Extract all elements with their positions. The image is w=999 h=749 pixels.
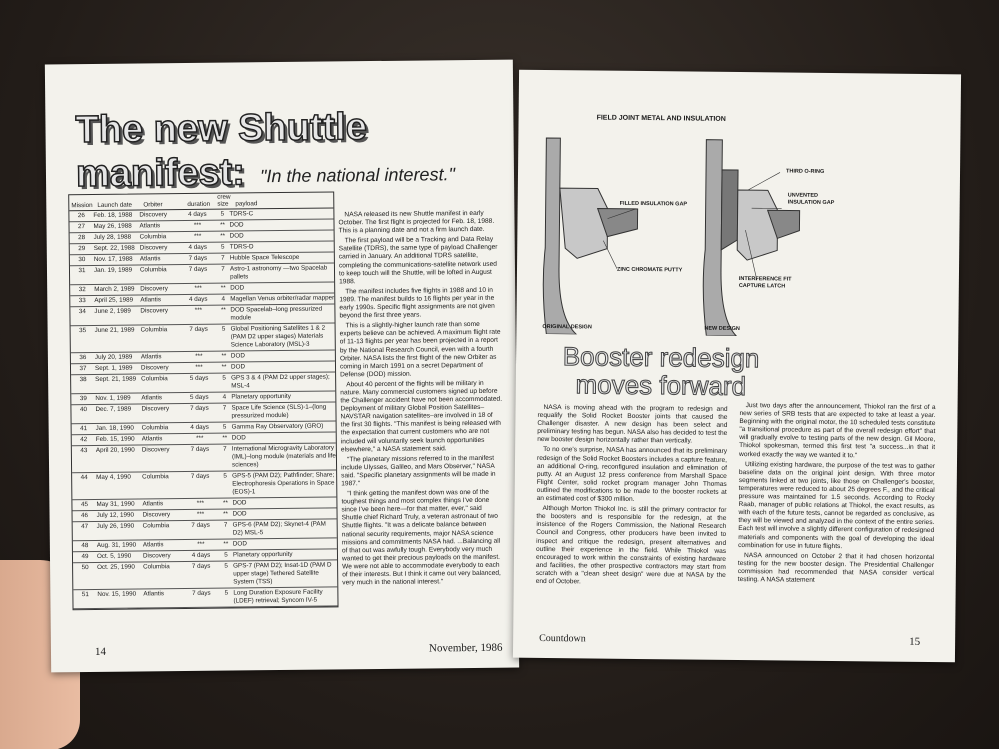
paragraph: Although Morton Thiokol Inc. is still the primary contractor for the boosters and is responsible for the redesign, at the insistence of the Rogers Commission, the National Research Council and Congress, other producers have been invited to inspect and critique the redesign, present alternatives and outline their experience in the field. While Thiokol was encouraged to work within the constraints of existing hardware and facilities, the other prospective contractors may start from scratch with a "clean sheet design" were due at NASA by the end of October. [535, 505, 727, 586]
cell-mission: 46 [81, 512, 89, 520]
cell-launch-date: Sept. 22, 1988 [93, 244, 135, 252]
cell-orbiter: Atlantis [141, 435, 163, 443]
right-page [513, 70, 961, 663]
cell-launch-date: June 21, 1989 [94, 326, 135, 334]
cell-duration: *** [196, 499, 205, 507]
cell-crew-size: ** [220, 221, 226, 229]
table-header [69, 192, 333, 211]
cell-launch-date: July 26, 1990 [96, 522, 135, 530]
cell-orbiter: Columbia [143, 563, 170, 571]
cell-duration: 7 days [188, 265, 208, 273]
cell-launch-date: Sept. 1, 1989 [94, 364, 133, 372]
paragraph: "The planetary missions referred to in the manifest include Ulysses, Galileo, and Mars Observer," NASA said. "Specific planetary assignments will be made in 1987." [341, 454, 496, 488]
cell-payload: Long Duration Exposure Facility (LDEF) retrieval; Syncom IV-5 [233, 588, 323, 605]
cell-mission: 43 [80, 447, 88, 455]
cell-mission: 38 [79, 376, 87, 384]
cell-payload: DOD [230, 352, 245, 360]
cell-duration: *** [193, 232, 202, 240]
cell-payload: Magellan Venus orbiter/radar mapper [230, 294, 335, 303]
cell-duration: *** [196, 510, 205, 518]
header-size: size [217, 200, 229, 208]
cell-crew-size: ** [221, 352, 227, 360]
headline-line-2: moves forward [575, 369, 747, 402]
cell-mission: 39 [79, 395, 87, 403]
table-body [69, 208, 337, 609]
cell-crew-size: 5 [223, 472, 227, 480]
paragraph: About 40 percent of the flights will be military in nature. Many commercial customers signed up before the Challenger accident have not been accommodated. Deployment of military Global Position Satellites–NAVSTAR navigation satellites–are involved in 18 of the first 30 flights. "This manifest is being released with the expectation that current customers who are not included will voluntarily seek launch opportunities elsewhere," a NASA statement said. [340, 379, 503, 454]
cell-orbiter: Columbia [142, 522, 170, 530]
cell-mission: 35 [79, 327, 87, 335]
cell-payload: TDRS-D [229, 243, 254, 251]
cell-orbiter: Discovery [141, 446, 170, 454]
cell-duration: 7 days [189, 325, 208, 333]
table-row [71, 323, 335, 353]
cell-mission: 32 [78, 286, 86, 294]
cell-mission: 42 [80, 436, 88, 444]
cell-duration: *** [193, 221, 202, 229]
cell-launch-date: July 20, 1989 [94, 353, 133, 361]
cell-orbiter: Discovery [140, 364, 169, 372]
paragraph: The first payload will be a Tracking and Data Relay Satellite (TDRS), the same type of payload Challenger carried in January. An additional TDRS satellite, completing the communications-satellite network used to keep touch will the Shuttle, will be lofted in August 1988. [338, 236, 498, 286]
paragraph: NASA announced on October 2 that it had chosen horizontal testing for the new booster design. The Presidential Challenger commission had recommended that NASA consider vertical testing. A NASA statement [737, 551, 935, 584]
article-body [338, 210, 504, 590]
cell-launch-date: Feb. 18, 1988 [93, 211, 133, 219]
label-third-oring: THIRD O-RING [786, 168, 825, 175]
booster-article-col-1 [536, 404, 728, 590]
cell-orbiter: Atlantis [143, 590, 165, 598]
cell-crew-size: 7 [221, 254, 225, 262]
cell-payload: Planetary opportunity [232, 550, 293, 559]
page-number-right: 15 [909, 635, 921, 648]
cell-crew-size: 5 [222, 374, 226, 382]
cell-crew-size: 4 [221, 295, 226, 303]
diagram-title: FIELD JOINT METAL AND INSULATION [596, 114, 726, 123]
cell-mission: 34 [78, 308, 86, 316]
cell-orbiter: Discovery [142, 552, 171, 560]
cell-duration: 7 days [190, 445, 210, 453]
cell-crew-size: ** [220, 306, 226, 314]
cell-payload: DOD [230, 363, 246, 371]
cell-orbiter: Discovery [139, 244, 168, 252]
cell-mission: 36 [79, 354, 87, 362]
headline-line-1: Booster redesign [562, 341, 760, 374]
cell-orbiter: Atlantis [140, 296, 161, 304]
cell-duration: 7 days [190, 472, 210, 480]
cell-duration: 7 days [188, 254, 208, 262]
cell-crew-size: ** [221, 363, 227, 371]
cell-duration: 4 days [188, 210, 207, 218]
table-row [73, 587, 337, 609]
cell-launch-date: July 12, 1990 [96, 511, 135, 519]
cell-crew-size: 5 [220, 243, 225, 251]
label-new-design: NEW DESIGN [704, 325, 740, 333]
cell-mission: 44 [80, 474, 88, 482]
cell-launch-date: Feb. 15, 1990 [95, 435, 135, 443]
cell-payload: TDRS-C [229, 210, 254, 218]
cell-mission: 29 [78, 245, 86, 253]
cell-launch-date: May 26, 1988 [93, 222, 132, 230]
paragraph: "I think getting the manifest down was one of the toughest things and most complex things I've done since I've been here—for that matter, ever," said Shuttle chief Richard Truly, a veteran astronaut of two Shuttle flights. "It was a delicate balance between national security requirements, major NASA science missions and commitments NASA had. ...Balancing all of that out was awfully tough. Everybody very much wanted to get their precious payloads on the manifest. We were not able to accommodate everybody to each of their interests. But I think it came out very balanced, very much in the national interest." [341, 488, 501, 587]
cell-launch-date: April 20, 1990 [95, 446, 135, 454]
cell-launch-date: Oct. 25, 1990 [97, 563, 135, 571]
cell-orbiter: Atlantis [140, 353, 162, 361]
cell-duration: *** [195, 352, 203, 360]
cell-mission: 47 [81, 523, 89, 531]
cell-orbiter: Columbia [139, 233, 167, 241]
cell-payload: DOD [232, 510, 247, 518]
cell-payload: Hubble Space Telescope [229, 253, 300, 262]
cell-payload: DOD Spacelab–long pressurized module [230, 305, 323, 322]
cell-launch-date: May 31, 1990 [96, 500, 135, 508]
table-row [73, 560, 337, 590]
cell-mission: 49 [81, 553, 89, 561]
cell-orbiter: Discovery [139, 211, 168, 219]
cell-payload: DOD [229, 221, 244, 229]
cell-payload: Global Positioning Satellites 1 & 2 (PAM D2 upper stages) Materials Science Laboratory (MSL)-3 [230, 324, 326, 349]
cell-duration: 7 days [192, 589, 211, 597]
cell-payload: GPS-6 (PAM D2); Skynet-4 (PAM D2) MSL-5 [232, 520, 326, 537]
table-row [72, 470, 336, 500]
cell-duration: 4 days [188, 243, 208, 251]
issue-date: November, 1986 [428, 641, 503, 655]
cell-duration: *** [195, 363, 203, 371]
paragraph: Just two days after the announcement, Thiokol ran the first of a new series of SRB tests that are expected to take at least a year. Beginning with the original motor, the 10 scheduled tests constitute "a transitional procedure as part of the overall redesign effort" that will gradually evolve to testing parts of the new design. Gil Moore, Thiokol spokesman, termed this first test "a success...in that it worked exactly the way we wanted it to." [739, 402, 936, 459]
header-payload: payload [235, 200, 258, 208]
label-original-design: ORIGINAL DESIGN [542, 323, 592, 331]
cell-mission: 28 [78, 234, 86, 242]
cell-orbiter: Atlantis [142, 500, 164, 508]
cell-mission: 41 [80, 425, 88, 433]
cell-duration: 4 days [190, 423, 209, 431]
cell-payload: DOD [231, 434, 246, 442]
cell-orbiter: Columbia [142, 473, 169, 481]
page-number-left: 14 [94, 645, 107, 658]
cell-duration: 5 days [190, 393, 209, 401]
cell-crew-size: 5 [224, 589, 229, 597]
cell-orbiter: Atlantis [141, 394, 163, 402]
cell-payload: GPS-7 (PAM D2); Insat-1D (PAM D upper stage) Tethered Satellite System (TSS) [233, 561, 332, 586]
title-line-2: manifest: [75, 151, 246, 196]
label-unvented-gap: UNVENTED INSULATION GAP [787, 192, 835, 206]
cell-mission: 51 [81, 591, 89, 599]
cell-launch-date: March 2, 1989 [94, 285, 135, 293]
cell-orbiter: Columbia [139, 266, 167, 274]
cell-payload: Planetary opportunity [231, 392, 291, 401]
cell-duration: 4 days [191, 551, 211, 559]
section-name: Countdown [539, 632, 586, 645]
cell-mission: 37 [79, 365, 87, 373]
cell-crew-size: 5 [224, 551, 228, 559]
cell-crew-size: 7 [222, 404, 227, 412]
paragraph: This is a slightly-higher launch rate than some experts believe can be achieved. A maximum flight rate of 11-13 flights per year has been projected in a report by the National Research Council, even with a fourth Orbiter. NASA lists the first flight of the new Orbiter as coming in March 1991 on a secret Department of Defense (DOD) mission. [339, 321, 501, 379]
cell-launch-date: Oct. 5, 1990 [96, 552, 132, 560]
cell-launch-date: April 25, 1989 [94, 296, 134, 304]
cell-launch-date: Dec. 7, 1989 [95, 405, 132, 413]
label-zinc-putty: ZINC CHROMATE PUTTY [616, 266, 683, 274]
booster-article-col-2 [738, 402, 936, 588]
cell-orbiter: Discovery [142, 511, 171, 519]
cell-launch-date: June 2, 1989 [94, 307, 131, 315]
cell-crew-size: 7 [221, 265, 225, 273]
header-crew: crew [217, 193, 231, 201]
cell-payload: DOD [232, 499, 247, 507]
header-duration: duration [187, 200, 211, 208]
cell-crew-size: ** [222, 434, 228, 442]
cell-payload: Space Life Science (SLS)-1–(long pressurized module) [231, 403, 327, 420]
cell-mission: 27 [77, 223, 86, 231]
cell-mission: 48 [81, 542, 89, 550]
cell-crew-size: 5 [222, 423, 227, 431]
cell-launch-date: May 4, 1990 [96, 473, 131, 481]
cell-crew-size: ** [222, 499, 228, 507]
table-row [72, 443, 336, 473]
cell-crew-size: ** [220, 284, 226, 292]
cell-orbiter: Atlantis [142, 541, 164, 549]
cell-mission: 26 [77, 212, 85, 220]
cell-payload: Astro-1 astronomy —two Spacelab pallets [229, 264, 328, 281]
booster-headline [556, 342, 767, 400]
cell-duration: 7 days [191, 521, 210, 529]
cell-orbiter: Atlantis [139, 255, 161, 263]
cell-launch-date: Jan. 18, 1990 [95, 424, 134, 432]
label-interference-fit: INTERFERENCE FIT CAPTURE LATCH [738, 276, 792, 290]
cell-crew-size: 5 [220, 210, 225, 218]
paragraph: NASA is moving ahead with the program to redesign and requalify the Solid Rocket Booster joints that caused the Challenger disaster. A new design has been select and preliminary testing has begun. NASA also has decided to test the new booster design horizontally rather than vertically. [537, 403, 728, 445]
paragraph: To no one's surprise, NASA has announced that its preliminary redesign of the Solid Rocket Boosters includes a capture feature, an additional O-ring, reconfigured insulation and elimination of putty. At an August 12 press conference from Marshall Space Flight Center, solid rocket program manager John Thomas outlined the modifications to be made to the booster rockets at an estimated cost of $300 million. [536, 446, 728, 503]
article-subtitle: "In the national interest." [259, 164, 456, 187]
cell-launch-date: Sept. 21, 1989 [95, 375, 137, 383]
cell-payload: DOD [232, 540, 247, 548]
cell-crew-size: 5 [221, 325, 226, 333]
cell-mission: 40 [79, 406, 87, 414]
cell-crew-size: 5 [224, 562, 228, 570]
field-joint-diagram [536, 128, 948, 338]
paragraph: Utilizing existing hardware, the purpose of the test was to gather baseline data on the original joint design. With three motor segments linked at two joints, like those on Challenger's booster, temperatures were reduced to about 25 degrees F., and the critical pressure was maintained for 1.5 seconds. According to Rocky Raab, manager of public relations at Thiokol, the exact results, as with each of the future tests, cannot be regarded as conclusive, as they will be viewed and analyzed in the context of the entire series. Each test will involve a slightly different configuration of redesigned materials and components with the goal of developing the ideal combination for use in future flights. [738, 460, 935, 550]
cell-orbiter: Columbia [140, 326, 168, 334]
label-filled-gap: FILLED INSULATION GAP [619, 200, 688, 208]
header-mission: Mission [71, 201, 93, 210]
cell-mission: 30 [78, 256, 86, 264]
cell-payload: Gamma Ray Observatory (GRO) [231, 422, 324, 431]
cell-launch-date: Nov. 15, 1990 [97, 590, 137, 598]
cell-duration: 7 days [191, 562, 211, 570]
cell-orbiter: Columbia [141, 375, 168, 383]
header-orbiter: Orbiter [143, 201, 163, 209]
cell-crew-size: 4 [222, 393, 227, 401]
cell-crew-size: ** [223, 510, 229, 518]
cell-crew-size: ** [220, 232, 226, 240]
cell-duration: 4 days [188, 295, 208, 303]
cell-mission: 33 [78, 297, 86, 305]
cell-mission: 31 [78, 267, 86, 275]
cell-crew-size: ** [223, 540, 229, 548]
paragraph: The manifest includes five flights in 1988 and 10 in 1989. The manifest builds to 16 flights per year in the early 1990s. Specific flight assignments are not given beyond the first three years. [339, 286, 495, 320]
cell-duration: 5 days [189, 374, 209, 382]
cell-payload: DOD [230, 284, 245, 292]
cell-orbiter: Atlantis [139, 222, 161, 230]
cell-orbiter: Discovery [140, 285, 168, 293]
cell-duration: *** [196, 434, 204, 442]
cell-mission: 45 [80, 501, 88, 509]
cell-payload: International Microgravity Laboratory (IML)–long module (materials and life sciences) [231, 444, 336, 469]
paragraph: NASA released its new Shuttle manifest in early October. The first flight is projected for Feb. 18, 1988. This is a planning date and not a firm launch date. [338, 209, 495, 235]
cell-orbiter: Discovery [141, 405, 170, 413]
cell-launch-date: Nov. 17, 1988 [93, 255, 133, 263]
cell-payload: GPS-5 (PAM D2); Pathfinder; Share; Electrophoresis Operations in Space (EOS)-1 [232, 471, 335, 496]
cell-duration: 7 days [190, 404, 209, 412]
cell-duration: *** [194, 306, 203, 314]
cell-orbiter: Discovery [140, 307, 169, 315]
cell-launch-date: Aug. 31, 1990 [96, 541, 137, 549]
cell-payload: GPS 3 & 4 (PAM D2 upper stages); MSL-4 [231, 373, 330, 390]
title-line-1: The new Shuttle [75, 106, 368, 152]
cell-duration: *** [194, 284, 202, 292]
cell-crew-size: 7 [223, 445, 227, 453]
header-launch: Launch date [97, 201, 133, 209]
cell-payload: DOD [229, 232, 244, 240]
cell-duration: *** [197, 540, 205, 548]
cell-orbiter: Columbia [141, 424, 169, 432]
cell-launch-date: Nov. 1, 1989 [95, 394, 131, 402]
left-page [45, 60, 519, 673]
cell-crew-size: 7 [223, 521, 228, 529]
cell-launch-date: Jan. 19, 1989 [93, 266, 133, 274]
manifest-table [68, 191, 338, 610]
cell-mission: 50 [81, 564, 89, 572]
cell-launch-date: July 28, 1988 [93, 233, 132, 241]
